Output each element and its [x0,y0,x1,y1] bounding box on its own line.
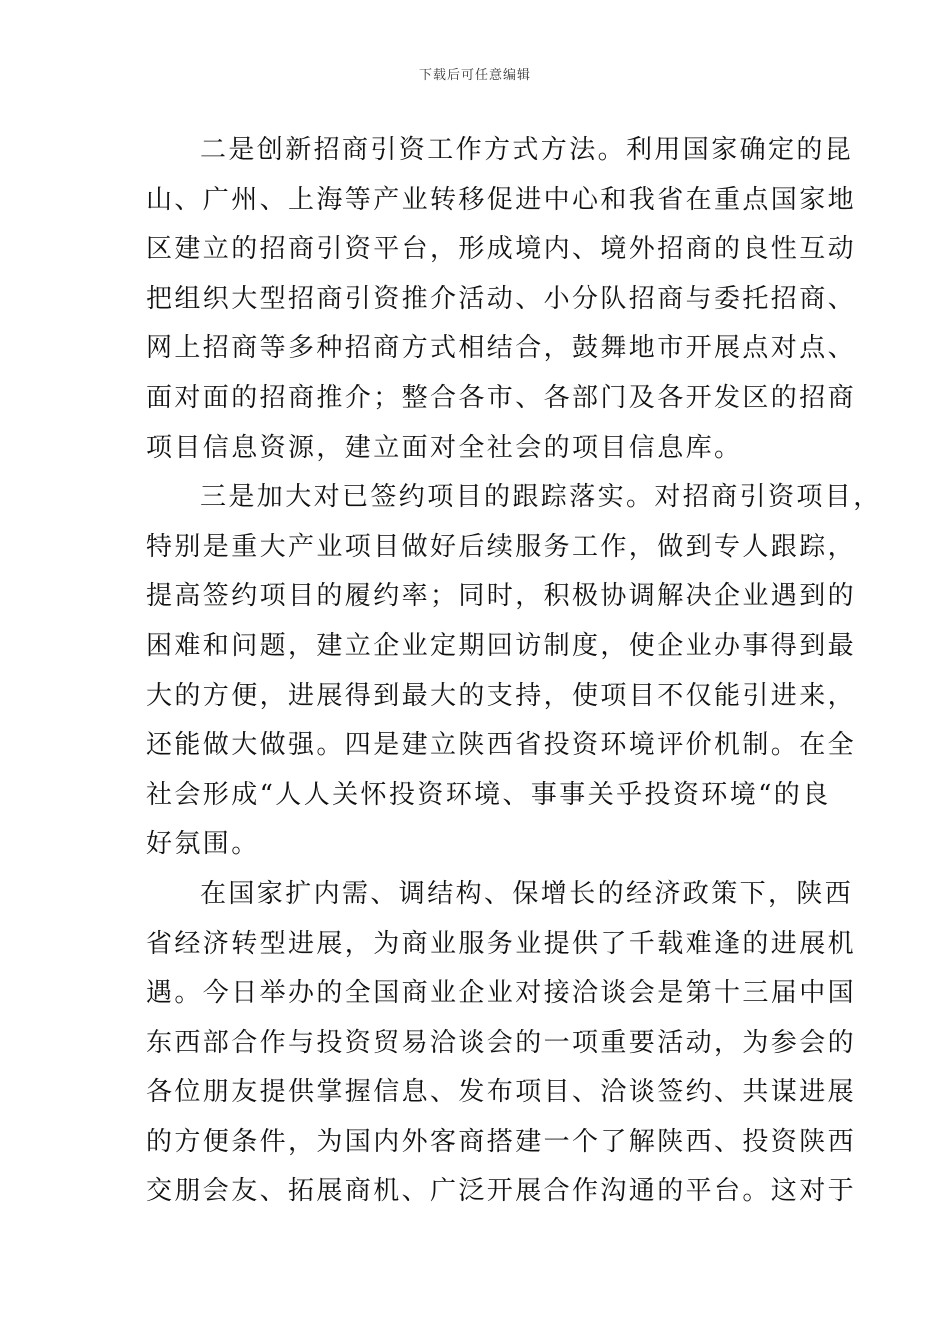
text-line: 项目信息资源，建立面对全社会的项目信息库。 [146,432,743,463]
text-line: 山、广州、上海等产业转移促进中心和我省在重点国家地 [146,184,857,215]
text-line: 大的方便，进展得到最大的支持，使项目不仅能引进来， [146,680,857,711]
text-line: 三是加大对已签约项目的跟踪落实。对招商引资项目， [200,482,882,513]
text-line: 社会形成“人人关怀投资环境、事事关乎投资环境“的良 [146,779,831,810]
text-line: 还能做大做强。四是建立陕西省投资环境评价机制。在全 [146,730,857,761]
text-line: 东西部合作与投资贸易洽谈会的一项重要活动，为参会的 [146,1027,857,1058]
text-line: 二是创新招商引资工作方式方法。利用国家确定的昆 [200,135,854,165]
text-line: 省经济转型进展，为商业服务业提供了千载难逢的进展机 [146,928,857,959]
document-body [146,126,882,1217]
text-line: 困难和问题，建立企业定期回访制度，使企业办事得到最 [146,630,857,661]
text-line: 交朋会友、拓展商机、广泛开展合作沟通的平台。这对于 [146,1176,857,1207]
text-line: 面对面的招商推介；整合各市、各部门及各开发区的招商 [146,382,857,413]
text-line: 提高签约项目的履约率；同时，积极协调解决企业遇到的 [146,581,857,612]
text-line: 把组织大型招商引资推介活动、小分队招商与委托招商、 [146,283,857,314]
page-header: 下载后可任意编辑 [418,68,531,83]
text-line: 好氛围。 [146,829,260,860]
text-line: 的方便条件，为国内外客商搭建一个了解陕西、投资陕西 [146,1126,857,1157]
text-line: 遇。今日举办的全国商业企业对接洽谈会是第十三届中国 [146,978,857,1009]
text-line: 各位朋友提供掌握信息、发布项目、洽谈签约、共谋进展 [146,1077,857,1108]
text-line: 区建立的招商引资平台，形成境内、境外招商的良性互动 [146,234,857,265]
text-line: 特别是重大产业项目做好后续服务工作，做到专人跟踪， [146,531,857,562]
text-line: 网上招商等多种招商方式相结合，鼓舞地市开展点对点、 [146,333,857,364]
text-line: 在国家扩内需、调结构、保增长的经济政策下，陕西 [200,878,854,909]
